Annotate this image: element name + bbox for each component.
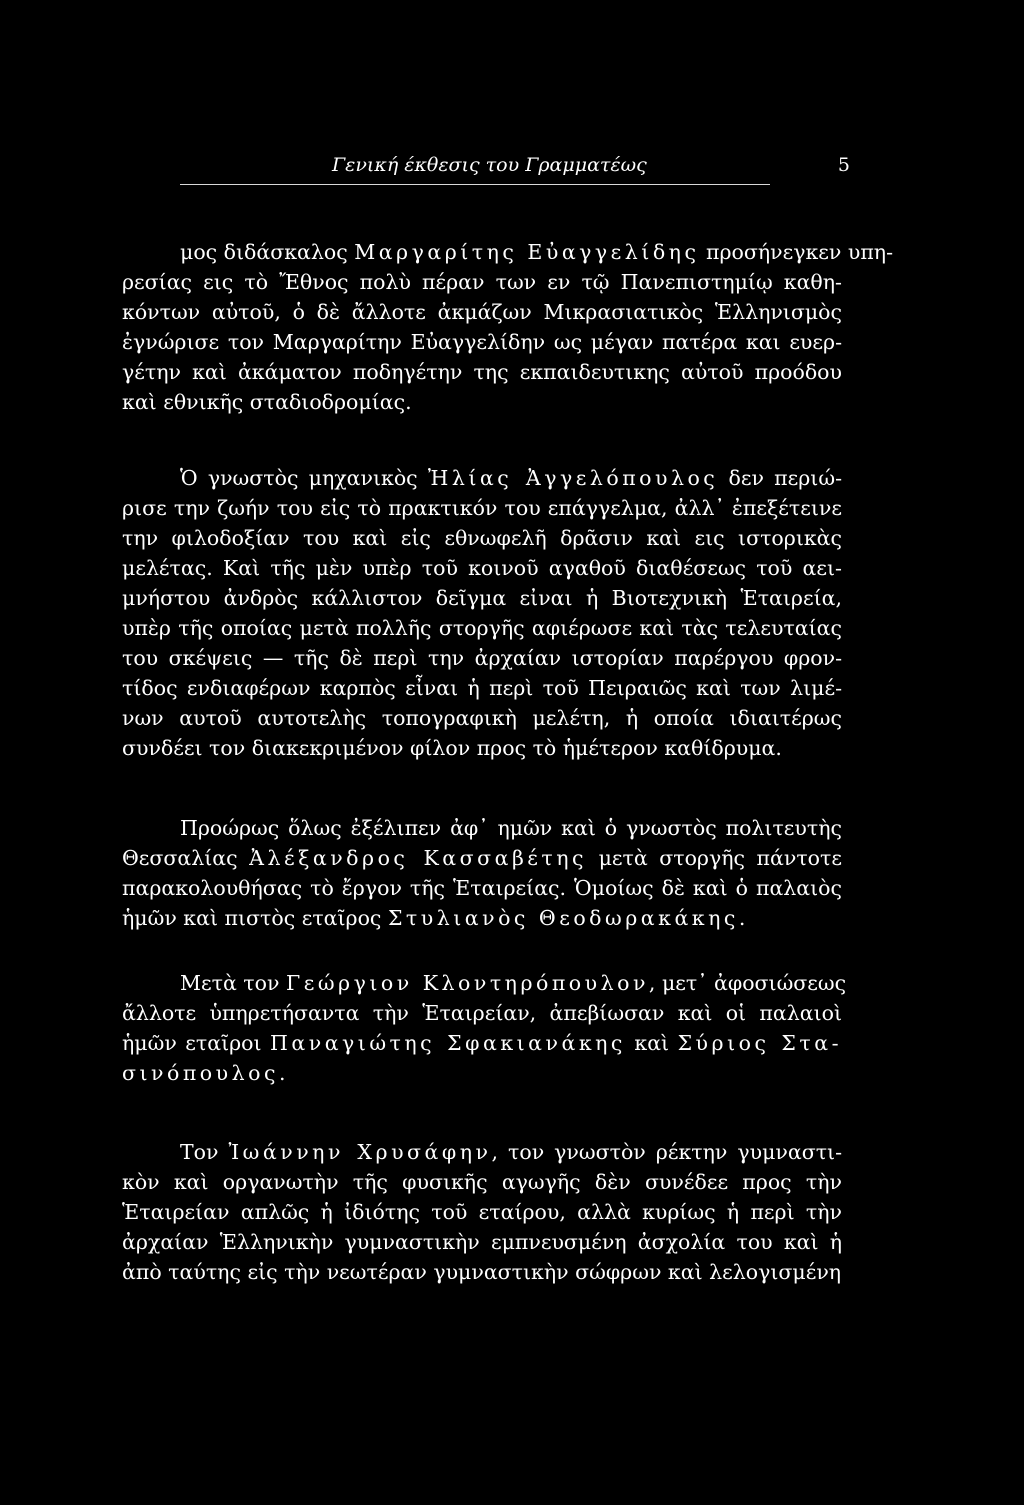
text-segment: Προώρως ὅλως ἐξέλιπεν ἀφ᾽ ημῶν καὶ ὁ γνωστὸς πολιτευτὴς	[180, 816, 842, 840]
text-segment: κόντων αὐτοῦ, ὁ δὲ ἄλλοτε ἀκμάζων Μικρασιατικὸς Ἑλληνισμὸς	[122, 300, 842, 324]
text-line	[122, 736, 842, 766]
text-line	[122, 1170, 842, 1200]
spaced-name: Μαργαρίτης Εὐαγγελίδης	[354, 240, 700, 264]
text-line	[180, 816, 842, 846]
text-segment: ἡμῶν καὶ πιστὸς εταῖρος	[122, 906, 388, 930]
running-header	[180, 154, 850, 180]
text-segment: την φιλοδοξίαν του καὶ εἰς εθνωφελῆ δρᾶσιν καὶ εις ιστορικὰς	[122, 526, 842, 550]
text-line	[122, 846, 842, 876]
text-segment: παρακολουθήσας τὸ ἔργον τῆς Ἑταιρείας. Ὁμοίως δὲ καὶ ὁ παλαιὸς	[122, 876, 842, 900]
text-line	[122, 526, 842, 556]
text-line	[180, 466, 842, 496]
spaced-name: σινόπουλος	[122, 1061, 279, 1085]
header-rule	[180, 184, 770, 185]
spaced-name: Σύριος Στα-	[677, 1031, 843, 1055]
text-line	[122, 1031, 842, 1061]
text-segment: , μετ᾽ ἀφοσιώσεως	[648, 971, 847, 995]
text-segment: ἀρχαίαν Ἑλληνικὴν γυμναστικὴν εμπνευσμένη ἀσχολία του καὶ ἡ	[122, 1230, 842, 1254]
text-segment: γέτην καὶ ἀκάματον ποδηγέτην της εκπαιδευτικης αὐτοῦ προόδου	[122, 360, 842, 384]
text-segment: ἡμῶν εταῖροι	[122, 1031, 271, 1055]
text-line	[180, 1140, 842, 1170]
text-line	[122, 1200, 842, 1230]
text-segment: .	[278, 1061, 286, 1085]
text-line	[180, 971, 847, 1001]
text-segment: μετὰ στοργῆς πάντοτε	[587, 846, 842, 870]
text-segment: τίδος ενδιαφέρων καρπὸς εἶναι ἡ περὶ τοῦ Πειραιῶς καὶ των λιμέ-	[122, 676, 842, 700]
text-line	[122, 330, 842, 360]
text-segment: προσήνεγκεν υπη-	[699, 240, 894, 264]
text-line	[122, 1260, 842, 1290]
text-segment: μελέτας. Καὶ τῆς μὲν υπὲρ τοῦ κοινοῦ αγαθοῦ διαθέσεως τοῦ αει-	[122, 556, 842, 580]
text-segment: ρισε την ζωήν του εἰς τὸ πρακτικόν του επάγγελμα, ἀλλ᾽ ἐπεξέτεινε	[122, 496, 842, 520]
text-segment: Τον	[180, 1140, 229, 1164]
text-line	[122, 906, 842, 936]
text-segment: Θεσσαλίας	[122, 846, 250, 870]
text-line	[122, 496, 842, 526]
text-segment: ἀπὸ ταύτης εἰς τὴν νεωτέραν γυμναστικὴν σώφρων καὶ λελογισμένη	[122, 1260, 842, 1284]
text-line	[122, 270, 842, 300]
text-line	[122, 1061, 842, 1091]
text-segment: , τον γνωστὸν ρέκτην γυμναστι-	[491, 1140, 843, 1164]
text-segment: ἄλλοτε ὑπηρετήσαντα τὴν Ἑταιρείαν, ἀπεβίωσαν καὶ οἱ παλαιοὶ	[122, 1001, 842, 1025]
text-line	[122, 390, 842, 420]
spaced-name: Ἀλέξανδρος Κασσαβέτης	[249, 846, 588, 870]
text-line	[180, 240, 894, 270]
spaced-name: Ἠλίας Ἀγγελόπουλος	[427, 466, 719, 490]
text-line	[122, 556, 842, 586]
text-segment: Ἑταιρείαν απλῶς ἡ ἰδιότης τοῦ εταίρου, αλλὰ κυρίως ἡ περὶ τὴν	[122, 1200, 842, 1224]
text-segment: υπὲρ τῆς οποίας μετὰ πολλῆς στοργῆς αφιέρωσε καὶ τὰς τελευταίας	[122, 616, 842, 640]
text-segment: μος διδάσκαλος	[180, 240, 355, 264]
text-segment: μνήστου ἀνδρὸς κάλλιστον δεῖγμα εἰναι ἡ Βιοτεχνικὴ Ἑταιρεία,	[122, 586, 842, 610]
text-segment: δεν περιώ-	[718, 466, 842, 490]
text-line	[122, 586, 842, 616]
text-segment: συνδέει τον διακεκριμένον φίλον προς τὸ ἡμέτερον καθίδρυμα.	[122, 736, 782, 760]
page-number: 5	[837, 154, 850, 176]
text-segment: καὶ	[625, 1031, 678, 1055]
text-segment: Ὁ γνωστὸς μηχανικὸς	[180, 466, 428, 490]
text-line	[122, 706, 842, 736]
text-segment: νων αυτοῦ αυτοτελὴς τοπογραφικὴ μελέτη, ἡ οποία ιδιαιτέρως	[122, 706, 842, 730]
text-segment: ρεσίας εις τὸ Ἔθνος πολὺ πέραν των εν τῷ Πανεπιστημίῳ καθη-	[122, 270, 842, 294]
text-line	[122, 360, 842, 390]
text-segment: κὸν καὶ οργανωτὴν τῆς φυσικῆς αγωγῆς δὲν συνέδεε προς τὴν	[122, 1170, 842, 1194]
text-segment: του σκέψεις — τῆς δὲ περὶ την ἀρχαίαν ιστορίαν παρέργου φρον-	[122, 646, 842, 670]
spaced-name: Ἰωάννην Χρυσάφην	[228, 1140, 492, 1164]
text-segment: .	[738, 906, 746, 930]
spaced-name: Στυλιανὸς Θεοδωρακάκης	[387, 906, 739, 930]
text-line	[122, 1001, 842, 1031]
text-line	[122, 676, 842, 706]
text-line	[122, 300, 842, 330]
text-line	[122, 876, 842, 906]
text-segment: καὶ εθνικῆς σταδιοδρομίας.	[122, 390, 412, 414]
spaced-name: Παναγιώτης Σφακιανάκης	[270, 1031, 626, 1055]
text-line	[122, 1230, 842, 1260]
text-line	[122, 646, 842, 676]
spaced-name: Γεώργιον Κλοντηρόπουλον	[285, 971, 649, 995]
text-line	[122, 616, 842, 646]
text-segment: ἐγνώρισε τον Μαργαρίτην Εὐαγγελίδην ως μέγαν πατέρα και ευερ-	[122, 330, 842, 354]
header-title: Γενική έκθεσις του Γραμματέως	[332, 154, 647, 176]
text-segment: Μετὰ τον	[180, 971, 286, 995]
